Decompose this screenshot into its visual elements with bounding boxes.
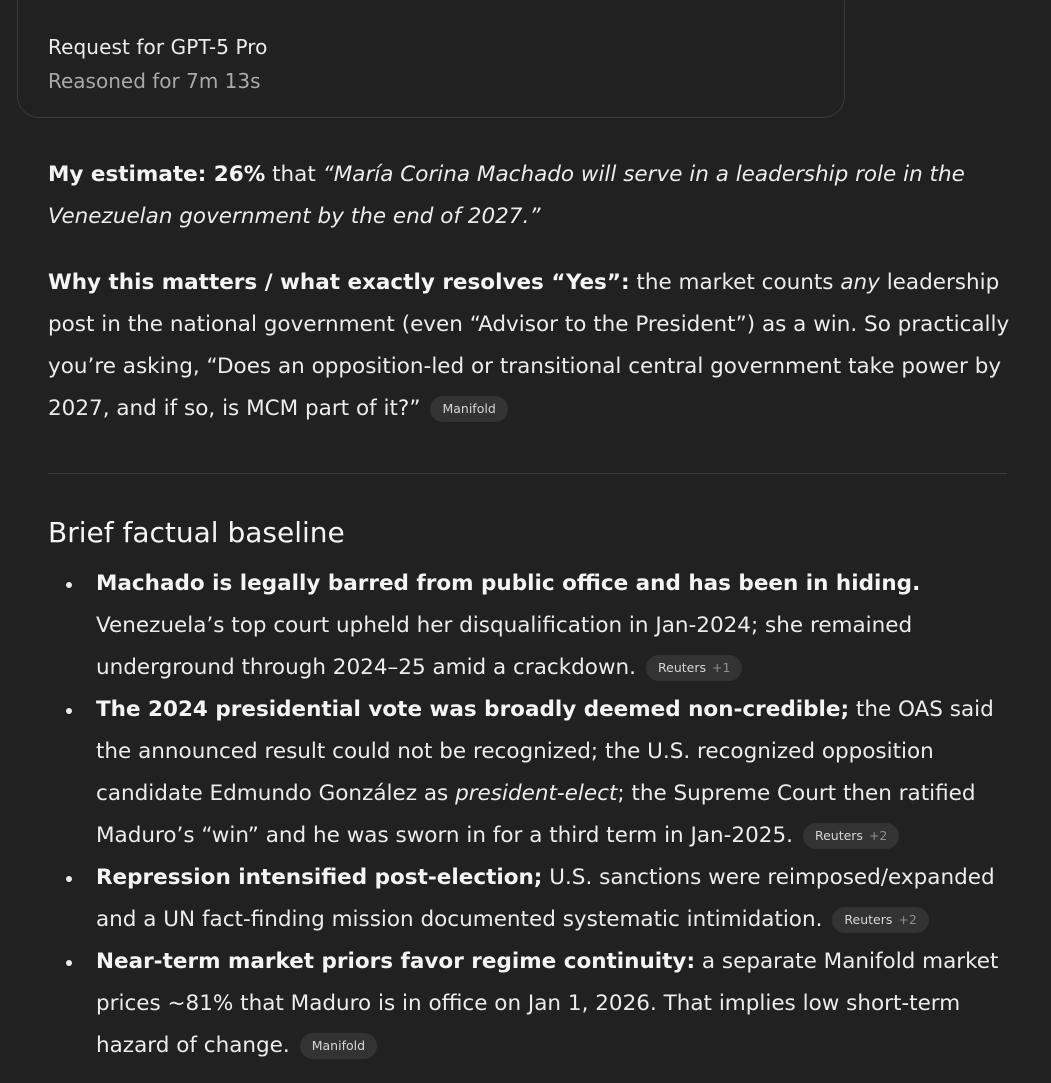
source-chip-reuters[interactable] — [803, 823, 899, 849]
list-item — [0, 563, 1051, 689]
resolution-emphasis: any — [840, 270, 880, 295]
request-card[interactable] — [17, 0, 845, 118]
resolution-text-2: leadership post in the national government (even “Advisor to the President”) as a win. So practically you’re asking, “Does an opposition-led or transitional central government take power by 2027, and if so, is MCM part of it?” — [48, 270, 1010, 421]
bullet-emphasis: president-elect — [455, 781, 618, 806]
resolution-lead: Why this matters / what exactly resolves “Yes”: — [48, 270, 630, 295]
bullet-lead: Machado is legally barred from public office and has been in hiding. — [96, 571, 921, 596]
list-item — [0, 941, 1051, 1067]
estimate-quote: “María Corina Machado will serve in a leadership role in the Venezuelan government by the end of 2027.” — [48, 162, 965, 229]
section-title: Brief factual baseline — [48, 516, 345, 549]
list-item — [0, 857, 1051, 941]
baseline-list — [0, 563, 1051, 1067]
source-chip-more: +2 — [898, 912, 917, 927]
source-chip-label: Reuters — [658, 660, 706, 675]
bullet-lead: Near-term market priors favor regime continuity: — [96, 949, 696, 974]
source-chip-reuters[interactable] — [832, 907, 928, 933]
resolution-paragraph — [48, 262, 1018, 430]
bullet-lead: Repression intensified post-election; — [96, 865, 543, 890]
source-chip-more: +2 — [868, 828, 888, 843]
source-chip-label: Manifold — [311, 1038, 366, 1053]
bullet-text: U.S. sanctions were reimposed/expanded and a UN fact-finding mission documented systematic intimidation. — [96, 865, 995, 932]
estimate-paragraph — [48, 154, 1018, 238]
bullet-text: Venezuela’s top court upheld her disqualification in Jan-2024; she remained underground through 2024–25 amid a crackdown. — [96, 613, 913, 680]
source-chip-label: Reuters — [844, 912, 893, 927]
bullet-text: a separate Manifold market prices ~81% that Maduro is in office on Jan 1, 2026. That implies low short-term hazard of change. — [96, 949, 999, 1058]
section-divider — [48, 473, 1007, 474]
source-chip-label: Reuters — [814, 828, 863, 843]
source-chip-reuters[interactable] — [646, 655, 742, 681]
request-title: Request for GPT-5 Pro — [48, 35, 268, 59]
list-item — [0, 689, 1051, 857]
estimate-connector: that — [265, 162, 323, 187]
source-chip-manifold[interactable] — [300, 1033, 377, 1059]
source-chip-more: +1 — [711, 660, 731, 675]
bullet-lead: The 2024 presidential vote was broadly deemed non-credible; — [96, 697, 850, 722]
reasoning-duration[interactable]: Reasoned for 7m 13s — [48, 69, 261, 93]
estimate-lead: My estimate: 26% — [48, 162, 266, 187]
bullet-text-2: ; the Supreme Court then ratified Maduro’s “win” and he was sworn in for a third term in Jan-2025. — [96, 781, 976, 848]
resolution-text-1: the market counts — [629, 270, 841, 295]
source-chip-label: Manifold — [442, 401, 496, 416]
source-chip-manifold[interactable] — [430, 396, 507, 422]
bullet-text: the OAS said the announced result could not be recognized; the U.S. recognized opposition candidate Edmundo González as — [96, 697, 994, 806]
